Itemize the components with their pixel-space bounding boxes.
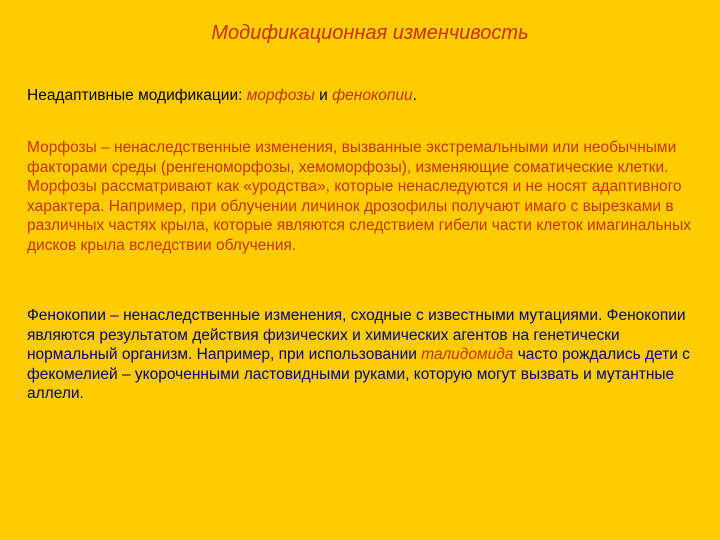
intro-prefix: Неадаптивные модификации: bbox=[27, 87, 247, 104]
phenocopies-text-before: Фенокопии – ненаследственные изменения, сходные с известными мутациями. Фенокопии являются результатом действия физических и химических агентов на генетически нормальный организм. Например, при использовании bbox=[27, 307, 686, 363]
morphoses-paragraph: Морфозы – ненаследственные изменения, вызванные экстремальными или необычными факторами среды (ренгеноморфозы, хемоморфозы), изменяющие соматические клетки. Морфозы рассматривают как «уродства», которые ненаследуются и не носят адаптивного характера. Например, при облучении личинок дрозофилы получают имаго с вырезками в различных частях крыла, которые являются следствием гибели части клеток имагинальных дисков крыла вследствии облучения. bbox=[27, 139, 692, 254]
term-morphoses: морфозы bbox=[246, 87, 315, 104]
intro-paragraph bbox=[27, 86, 707, 106]
phenocopies-paragraph bbox=[27, 306, 707, 404]
term-phenocopies: фенокопии bbox=[332, 87, 413, 104]
slide-title: Модификационная изменчивость bbox=[211, 22, 529, 44]
intro-connector: и bbox=[314, 87, 333, 104]
phenocopies-text-after: часто рождались дети с фекомелией – укороченными ластовидными руками, которую могут вызвать и мутантные аллели. bbox=[27, 346, 690, 402]
intro-suffix: . bbox=[412, 87, 417, 104]
thalidomide-term: талидомида bbox=[421, 346, 514, 363]
